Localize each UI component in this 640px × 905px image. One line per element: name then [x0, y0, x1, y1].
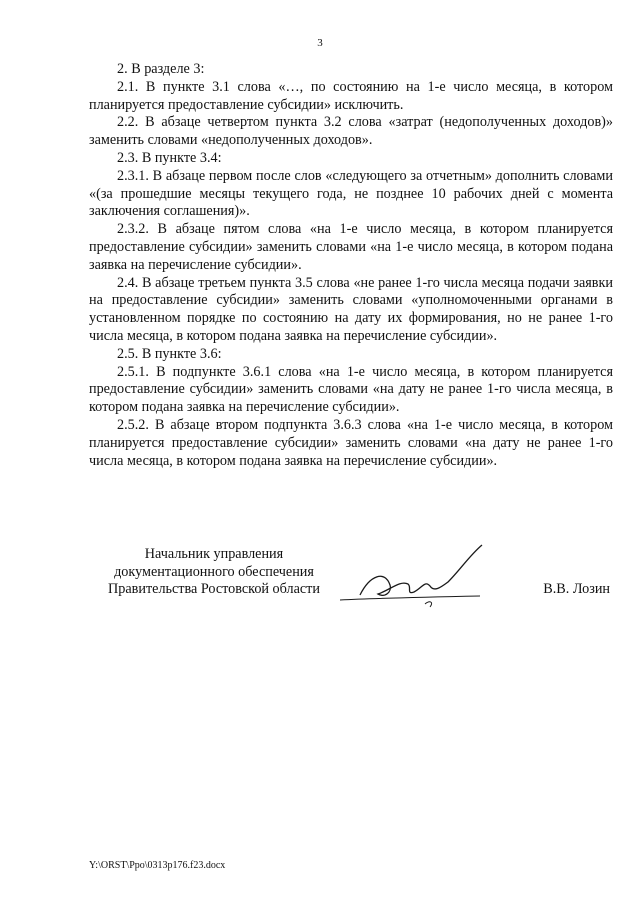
signatory-title: [89, 546, 339, 599]
paragraph-section-2: 2. В разделе 3:: [117, 61, 205, 77]
signatory-name: В.В. Лозин: [543, 581, 610, 597]
footer-file-path: Y:\ORST\Ppo\0313p176.f23.docx: [89, 860, 226, 871]
paragraph-2-3: 2.3. В пункте 3.4:: [117, 149, 222, 166]
signatory-title-line: Начальник управления: [144, 546, 284, 562]
paragraph-2-2: 2.2. В абзаце четвертом пункта 3.2 слова «затрат (недополученных доходов)» заменить словами «недополученных доходов».: [89, 114, 613, 149]
paragraph-2-3-2: 2.3.2. В абзаце пятом слова «на 1-е число месяца, в котором планируется предоставление субсидии» заменить словами «на 1-е число месяца, в котором подана заявка на перечисление субсидии».: [89, 221, 613, 273]
signatory-title-line: документационного обеспечения: [114, 563, 314, 580]
paragraph-2-1: 2.1. В пункте 3.1 слова «…, по состоянию на 1-е число месяца, в котором планируется предоставление субсидии» исключить.: [89, 78, 613, 113]
paragraph-2-3-1: 2.3.1. В абзаце первом после слов «следующего за отчетным» дополнить словами «(за прошедшие месяцы текущего года, не позднее 10 рабочих дней с момента заключения соглашения)».: [89, 167, 613, 220]
signatory-title-line: Правительства Ростовской области: [108, 581, 320, 597]
paragraph-2-4: 2.4. В абзаце третьем пункта 3.5 слова «не ранее 1-го числа месяца подачи заявки на предоставление субсидии» заменить словами «уполномоченными органами в установленном порядке по состоянию на дату их формирования, но не ранее 1-го числа месяца, в котором подана заявка на перечисление субсидии».: [89, 274, 613, 344]
document-body: [89, 61, 613, 470]
handwritten-signature: [330, 540, 500, 610]
paragraph-2-5: 2.5. В пункте 3.6:: [117, 345, 222, 362]
page-number: 3: [317, 37, 323, 49]
paragraph-2-5-2: 2.5.2. В абзаце втором подпункта 3.6.3 слова «на 1-е число месяца, в котором планируется предоставление субсидии» заменить словами «на дату не ранее 1-го числа месяца, в котором подана заявка на перечисление субсидии».: [89, 416, 613, 469]
paragraph-2-5-1: 2.5.1. В подпункте 3.6.1 слова «на 1-е число месяца, в котором планируется предоставление субсидии» заменить словами «на дату не ранее 1-го числа месяца, в котором подана заявка на перечисление субсидии».: [89, 363, 613, 416]
